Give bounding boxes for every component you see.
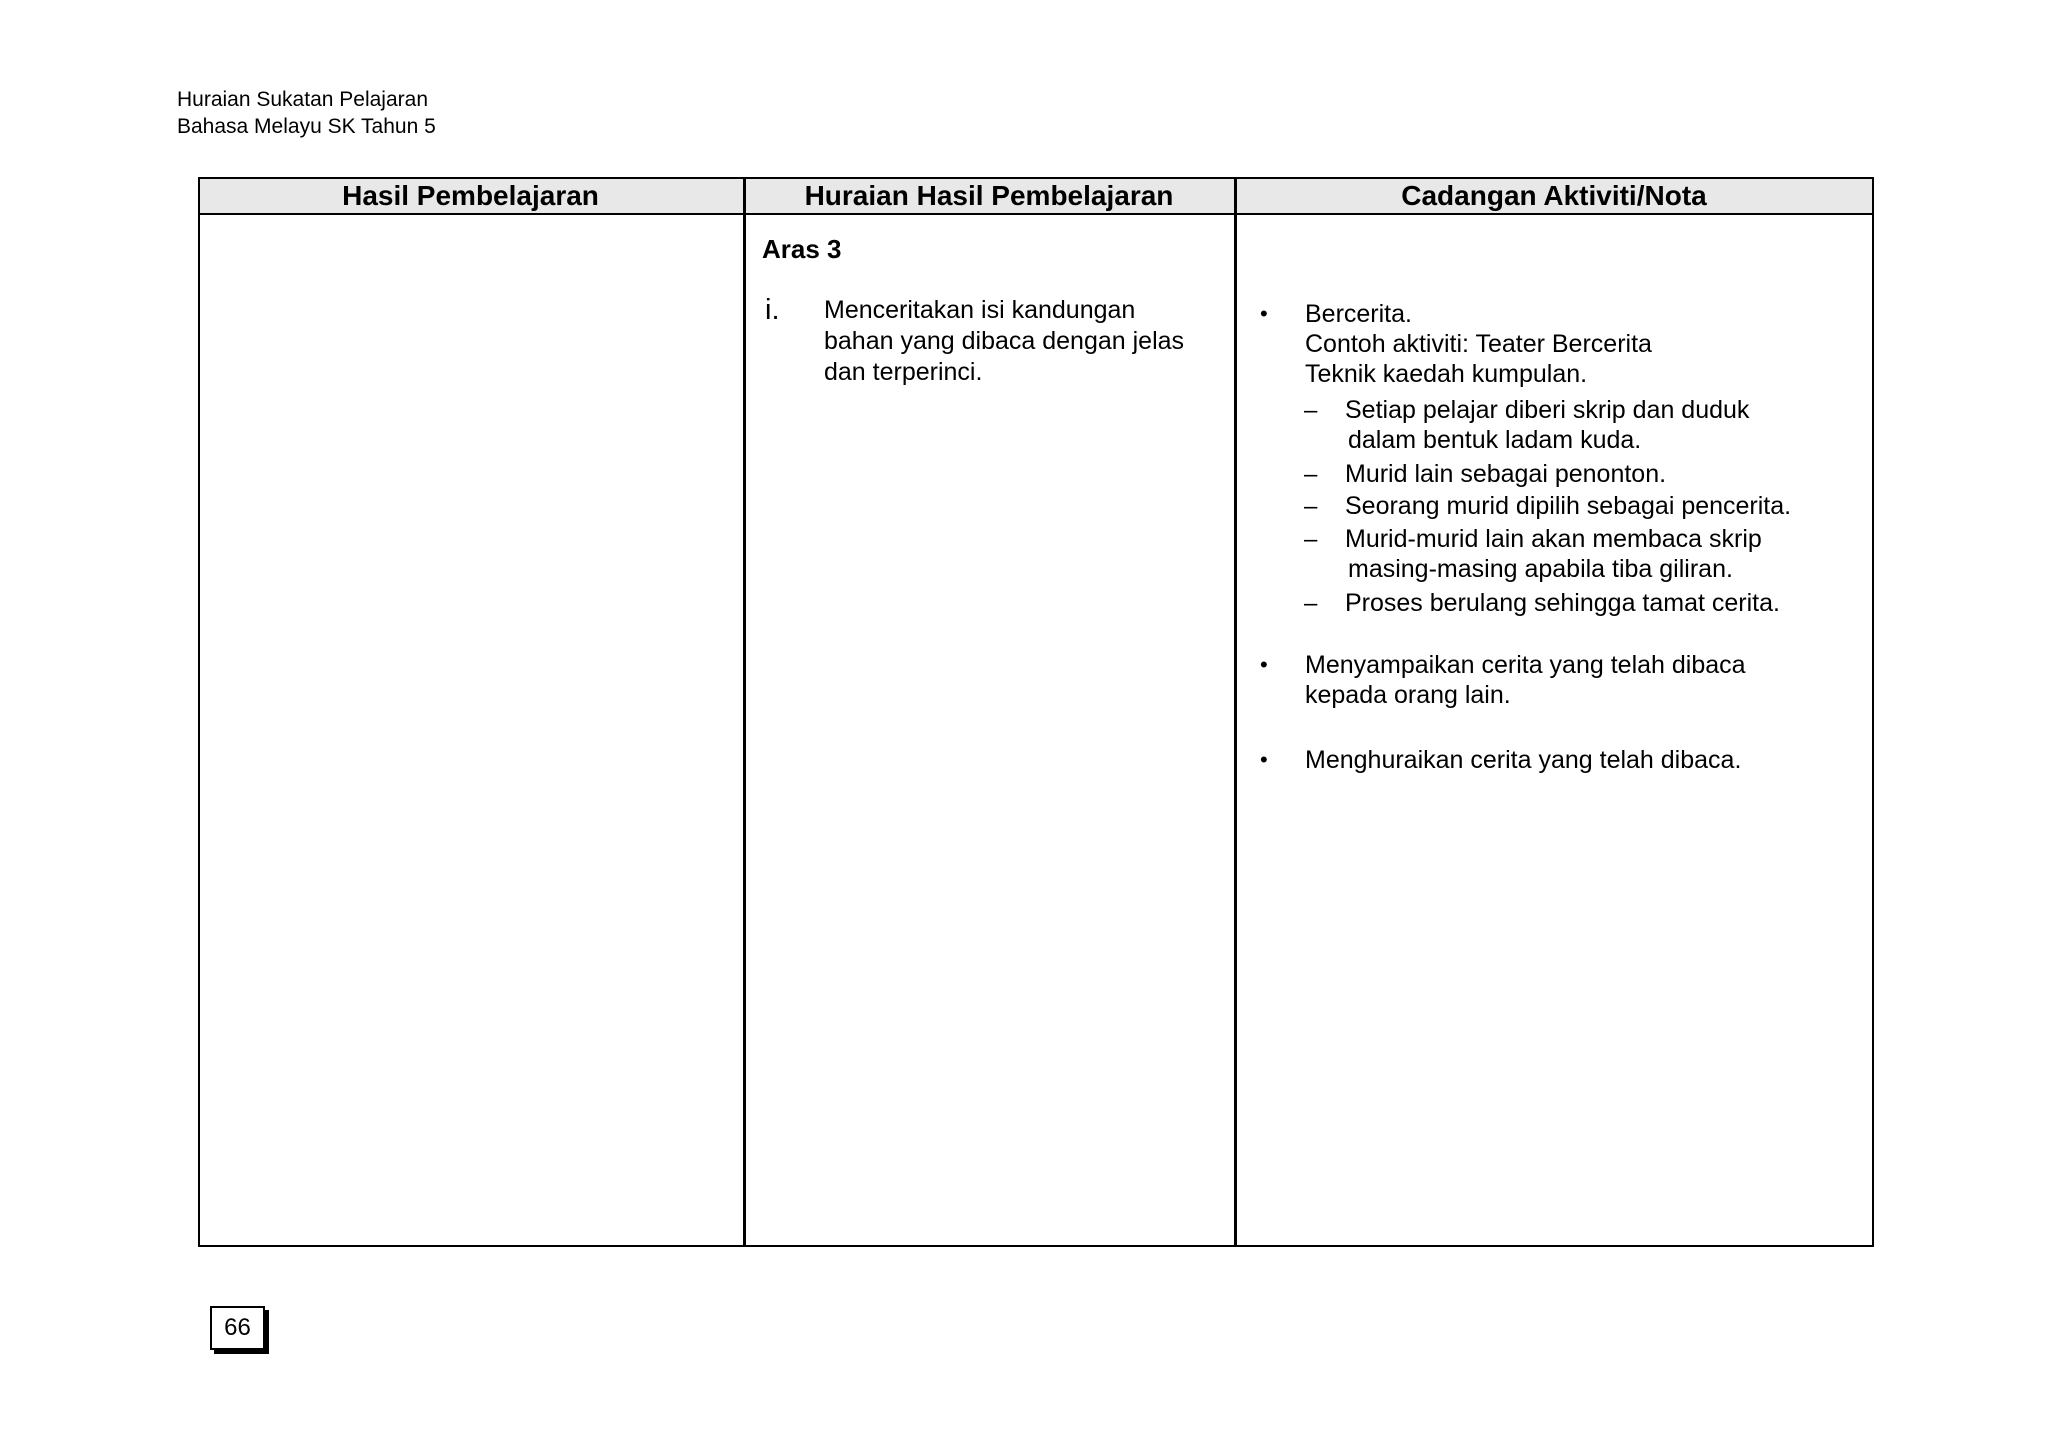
subitem: [1345, 459, 1666, 489]
subitem-line: masing-masing apabila tiba giliran.: [1348, 555, 1733, 583]
column-header-cadangan: Cadangan Aktiviti/Nota: [1401, 180, 1707, 211]
dash-icon: –: [1304, 493, 1318, 520]
subitem-line: Setiap pelajar diberi skrip dan duduk: [1345, 396, 1750, 424]
item-line: Menceritakan isi kandungan: [824, 296, 1136, 324]
list-marker: i.: [765, 294, 780, 326]
activity-line: kepada orang lain.: [1305, 681, 1511, 709]
activity-line: Menyampaikan cerita yang telah dibaca: [1305, 651, 1746, 679]
learning-outcome-item: [824, 295, 1234, 388]
dash-icon: –: [1304, 461, 1318, 488]
level-label: Aras 3: [762, 234, 842, 264]
item-line: dan terperinci.: [824, 358, 983, 386]
subitem: [1345, 395, 1749, 455]
subitem: [1345, 491, 1791, 521]
activity-item: [1305, 650, 1746, 710]
subitem: [1345, 524, 1762, 584]
page-number: 66: [210, 1306, 265, 1350]
subitem-line: dalam bentuk ladam kuda.: [1348, 426, 1642, 454]
activity-item: [1305, 745, 1741, 775]
table-header-row: [200, 179, 1872, 215]
subitem-line: Murid-murid lain akan membaca skrip: [1345, 525, 1762, 553]
column-header-hasil: Hasil Pembelajaran: [342, 180, 599, 211]
header-title: Huraian Sukatan Pelajaran: [177, 88, 428, 111]
activity-line: Contoh aktiviti: Teater Bercerita: [1305, 330, 1652, 358]
activity-item: [1305, 299, 1652, 389]
dash-icon: –: [1304, 526, 1318, 553]
column-header-huraian: Huraian Hasil Pembelajaran: [804, 180, 1174, 211]
document-header: [177, 86, 436, 140]
dash-icon: –: [1304, 397, 1318, 424]
subitem-line: Seorang murid dipilih sebagai pencerita.: [1345, 492, 1792, 520]
bullet-icon: •: [1260, 301, 1268, 326]
activity-line: Teknik kaedah kumpulan.: [1305, 360, 1588, 388]
column-divider: [743, 179, 746, 1245]
header-subtitle: Bahasa Melayu SK Tahun 5: [177, 115, 436, 138]
syllabus-table: [198, 177, 1874, 1247]
column-divider: [1234, 179, 1237, 1245]
activity-line: Bercerita.: [1305, 300, 1412, 328]
activity-line: Menghuraikan cerita yang telah dibaca.: [1305, 746, 1742, 774]
subitem: [1345, 588, 1780, 618]
subitem-line: Proses berulang sehingga tamat cerita.: [1345, 589, 1780, 617]
item-line: bahan yang dibaca dengan jelas: [824, 327, 1185, 355]
bullet-icon: •: [1260, 747, 1268, 772]
subitem-line: Murid lain sebagai penonton.: [1345, 460, 1667, 488]
dash-icon: –: [1304, 590, 1318, 617]
bullet-icon: •: [1260, 652, 1268, 677]
